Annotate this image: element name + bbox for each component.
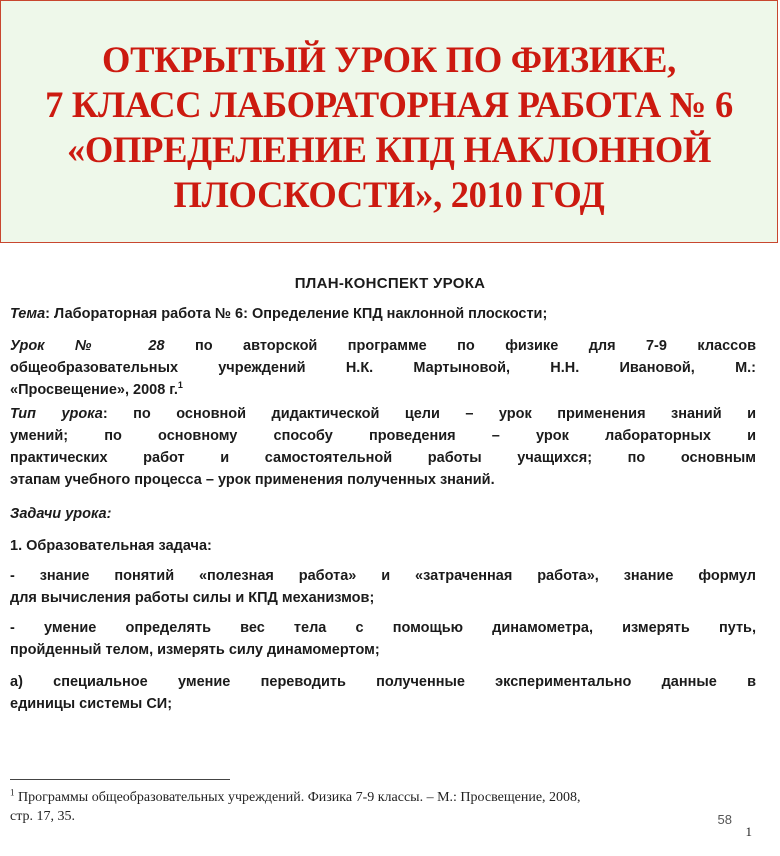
task-item-3 bbox=[10, 671, 756, 715]
lesson-label: Урок № 28 bbox=[10, 338, 165, 354]
task-item-2-line-1: - умение определять вес тела с помощью динамометра, измерять путь, bbox=[10, 620, 756, 636]
topic-label: Тема bbox=[10, 306, 46, 322]
footnote bbox=[10, 788, 752, 826]
lesson-line-2: общеобразовательных учреждений Н.К. Мартыновой, Н.Н. Ивановой, М.: bbox=[10, 360, 756, 376]
title-line-4: ПЛОСКОСТИ», 2010 ГОД bbox=[173, 174, 605, 215]
task-item-3-line-2: единицы системы СИ; bbox=[10, 696, 173, 712]
document-page-number: 1 bbox=[745, 824, 752, 839]
title-line-2: 7 КЛАСС ЛАБОРАТОРНАЯ РАБОТА № 6 bbox=[45, 84, 733, 125]
lesson-type-line-4: этапам учебного процесса – урок применения полученных знаний. bbox=[10, 472, 495, 488]
lesson-type-paragraph bbox=[10, 403, 756, 491]
lesson-line-3: «Просвещение», 2008 г. bbox=[10, 382, 178, 398]
lesson-type-line-3: практических работ и самостоятельной работы учащихся; по основным bbox=[10, 450, 756, 466]
topic-text: : Лабораторная работа № 6: Определение КПД наклонной плоскости; bbox=[45, 306, 548, 322]
task-item-2-line-2: пройденный телом, измерять силу динамомертом; bbox=[10, 642, 380, 658]
title-line-1: ОТКРЫТЫЙ УРОК ПО ФИЗИКЕ, bbox=[102, 39, 676, 80]
document-heading: ПЛАН-КОНСПЕКТ УРОКА bbox=[294, 275, 486, 292]
lesson-paragraph bbox=[10, 335, 756, 401]
footnote-divider bbox=[10, 779, 230, 780]
educational-task: 1. Образовательная задача: bbox=[10, 538, 212, 554]
slide-title bbox=[11, 37, 767, 217]
title-line-3: «ОПРЕДЕЛЕНИЕ КПД НАКЛОННОЙ bbox=[66, 129, 712, 170]
lesson-type-line-1: : по основной дидактической цели – урок применения знаний и bbox=[102, 406, 756, 422]
footnote-ref: 1 bbox=[177, 380, 183, 391]
task-item-1 bbox=[10, 565, 756, 609]
footnote-marker: 1 bbox=[10, 787, 15, 798]
lesson-type-label: Тип урока bbox=[10, 406, 103, 422]
task-item-1-line-1: - знание понятий «полезная работа» и «затраченная работа», знание формул bbox=[10, 568, 756, 584]
lesson-line-1: по авторской программе по физике для 7-9 классов bbox=[194, 338, 756, 354]
lesson-type-line-2: умений; по основному способу проведения – урок лабораторных и bbox=[10, 428, 756, 444]
tasks-label: Задачи урока: bbox=[10, 506, 112, 522]
scanned-document bbox=[0, 243, 780, 856]
slide-page-number: 58 bbox=[717, 812, 732, 827]
task-item-3-line-1: а) специальное умение переводить полученные экспериментально данные в bbox=[10, 674, 756, 690]
task-item-1-line-2: для вычисления работы силы и КПД механизмов; bbox=[10, 590, 375, 606]
task-item-2 bbox=[10, 617, 756, 661]
title-banner bbox=[0, 0, 778, 243]
footnote-line-2: стр. 17, 35. bbox=[10, 809, 76, 824]
footnote-line-1: Программы общеобразовательных учреждений. Физика 7-9 классы. – М.: Просвещение, 2008, bbox=[14, 790, 581, 805]
topic-paragraph bbox=[10, 303, 756, 325]
